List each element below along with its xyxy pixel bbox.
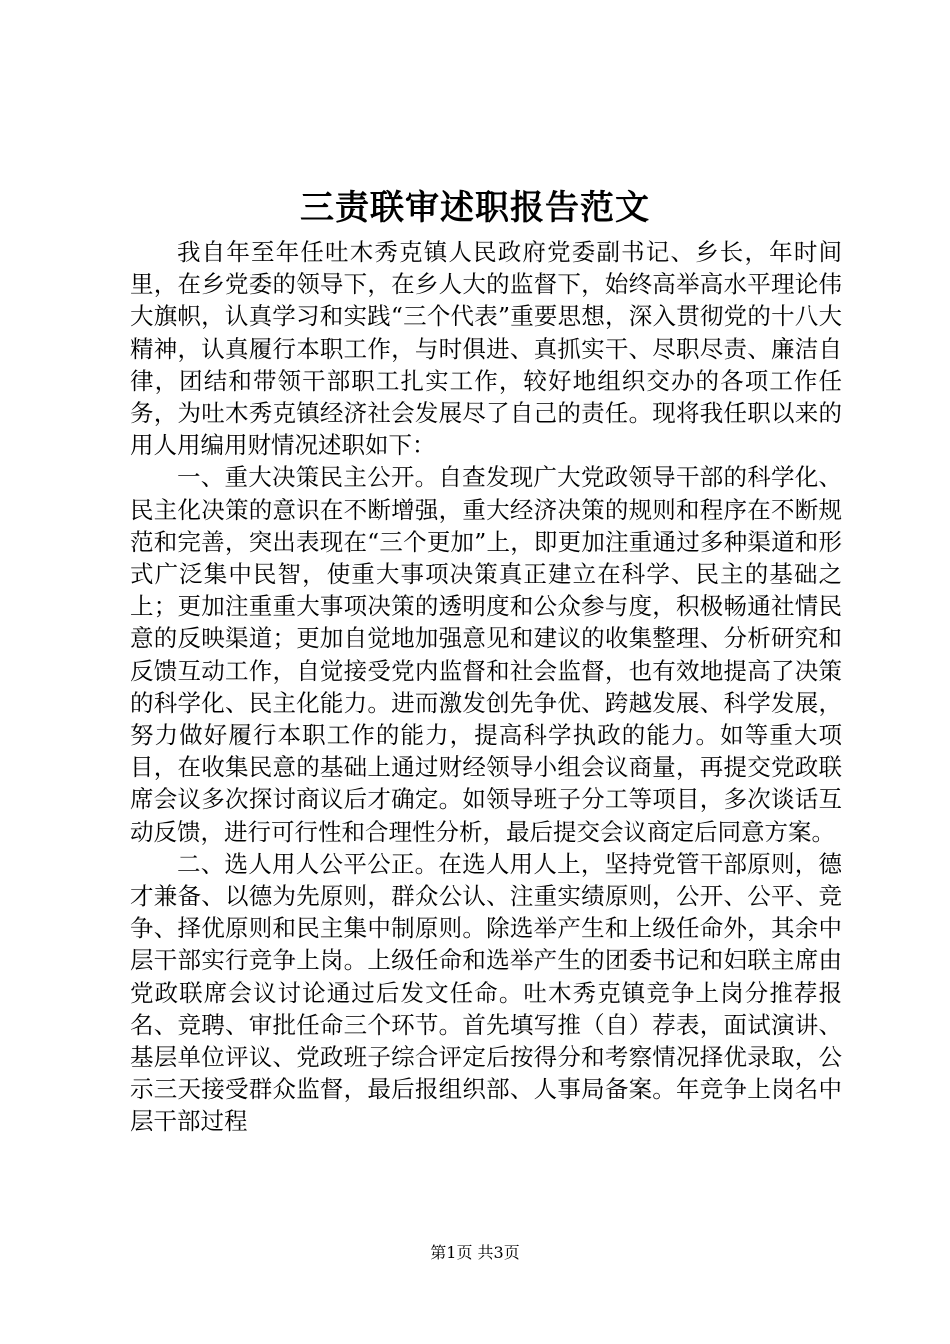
paragraph-intro: 我自年至年任吐木秀克镇人民政府党委副书记、乡长，年时间里，在乡党委的领导下，在乡人大的监督下，始终高举高水平理论伟大旗帜，认真学习和实践“三个代表”重要思想，深入贯彻党的十八大精神，认真履行本职工作，与时俱进、真抓实干、尽职尽责、廉洁自律，团结和带领干部职工扎实工作，较好地组织交办的各项工作任务，为吐木秀克镇经济社会发展尽了自己的责任。现将我任职以来的用人用编用财情况述职如下： bbox=[130, 238, 842, 460]
document-body bbox=[130, 236, 842, 1138]
page-number-footer: 第1页 共3页 bbox=[430, 1243, 520, 1262]
document-title: 三责联审述职报告范文 bbox=[300, 188, 650, 228]
paragraph-section-2: 二、选人用人公平公正。在选人用人上，坚持党管干部原则，德才兼备、以德为先原则，群众公认、注重实绩原则，公开、公平、竞争、择优原则和民主集中制原则。除选举产生和上级任命外，其余中层干部实行竞争上岗。上级任命和选举产生的团委书记和妇联主席由党政联席会议讨论通过后发文任命。吐木秀克镇竞争上岗分推荐报名、竞聘、审批任命三个环节。首先填写推（自）荐表，面试演讲、基层单位评议、党政班子综合评定后按得分和考察情况择优录取，公示三天接受群众监督，最后报组织部、人事局备案。年竞争上岗名中层干部过程 bbox=[130, 849, 842, 1136]
paragraph-section-1: 一、重大决策民主公开。自查发现广大党政领导干部的科学化、民主化决策的意识在不断增强，重大经济决策的规则和程序在不断规范和完善，突出表现在“三个更加”上，即更加注重通过多种渠道和形式广泛集中民智，使重大事项决策真正建立在科学、民主的基础之上；更加注重重大事项决策的透明度和公众参与度，积极畅通社情民意的反映渠道；更加自觉地加强意见和建议的收集整理、分析研究和反馈互动工作，自觉接受党内监督和社会监督，也有效地提高了决策的科学化、民主化能力。进而激发创先争优、跨越发展、科学发展，努力做好履行本职工作的能力，提高科学执政的能力。如等重大项目，在收集民意的基础上通过财经领导小组会议商量，再提交党政联席会议多次探讨商议后才确定。如领导班子分工等项目，多次谈话互动反馈，进行可行性和合理性分析，最后提交会议商定后同意方案。 bbox=[130, 463, 842, 846]
